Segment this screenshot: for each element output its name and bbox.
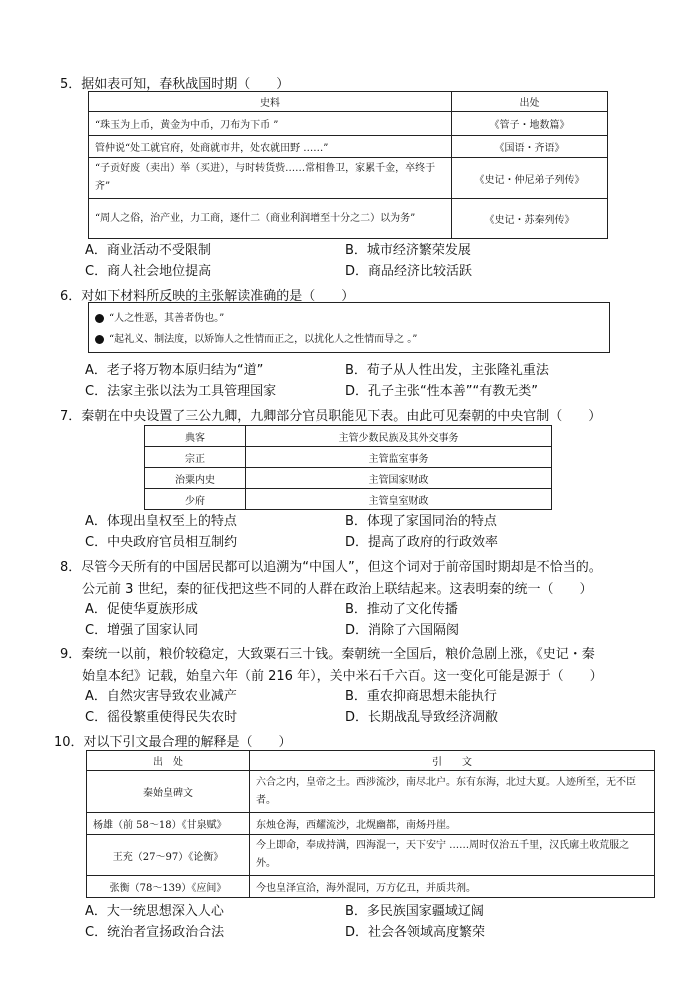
q5-header-source: 史料	[89, 92, 452, 112]
q7-row2-office: 宗正	[145, 447, 246, 468]
q7-row4-office: 少府	[145, 489, 246, 510]
q6-quote-1: “人之性恶，其善者伪也。”	[109, 313, 225, 324]
q10-header-source: 出 处	[87, 751, 250, 771]
q7-row3-office: 治粟内史	[145, 468, 246, 489]
q7-option-a[interactable]: A．体现出皇权至上的特点	[85, 514, 237, 529]
q7-row4-duty: 主管皇室财政	[246, 489, 552, 510]
q8-option-d[interactable]: D．消除了六国隔阂	[345, 623, 460, 638]
q5-row3-origin: 《史记・仲尼弟子列传》	[452, 158, 608, 199]
q5-option-c[interactable]: C．商人社会地位提高	[85, 264, 212, 279]
q10-row1-source: 秦始皇碑文	[87, 771, 250, 813]
q10-row3-source: 王充（27～97）《论衡》	[87, 835, 250, 876]
q9-line2: 始皇本纪》记载，始皇六年（前 216 年），关中米石千六百。这一变化可能是源于（ ）	[82, 669, 603, 684]
q5-option-d[interactable]: D．商品经济比较活跃	[345, 264, 473, 279]
q8-option-a[interactable]: A．促使华夏族形成	[85, 602, 198, 617]
bullet-icon	[95, 314, 104, 323]
q10-row4-quote: 今也皇泽宣洽，海外混同，万方亿丑，并质共剂。	[250, 876, 655, 898]
q7-table	[144, 425, 552, 510]
q10-option-d[interactable]: D．社会各领域高度繁荣	[345, 925, 486, 940]
q6-stem: 6．对如下材料所反映的主张解读准确的是（ ）	[60, 289, 355, 304]
q5-table	[88, 91, 608, 239]
q9-option-a[interactable]: A．自然灾害导致农业减产	[85, 689, 237, 704]
q5-options	[85, 240, 625, 282]
q7-row1-office: 典客	[145, 426, 246, 447]
q7-row3-duty: 主管国家财政	[246, 468, 552, 489]
q5-stem: 5．据如表可知，春秋战国时期（ ）	[60, 77, 290, 92]
q8-line1: 8．尽管今天所有的中国居民都可以追溯为“中国人”，但这个词对于前帝国时期却是不恰当的。	[60, 560, 602, 575]
q5-row4-text: “周人之俗，治产业，力工商，逐什二（商业利润增至十分之二）以为务”	[89, 199, 452, 239]
q9-option-d[interactable]: D．长期战乱导致经济凋敝	[345, 710, 499, 725]
q9-line1: 9．秦统一以前，粮价较稳定，大致粟石三十钱。秦朝统一全国后，粮价急剧上涨，《史记・秦	[60, 647, 595, 662]
q10-stem: 10．对以下引文最合理的解释是（ ）	[54, 735, 292, 750]
q5-row3-text: “子贡好废（卖出）举（买进），与时转货赀……常相鲁卫，家累千金，卒终于齐”	[89, 158, 452, 199]
q6-quote-2: “起礼义、制法度，以矫饰人之性情而正之，以扰化人之性情而导之 。”	[109, 334, 418, 345]
q7-options	[85, 511, 625, 553]
q6-option-c[interactable]: C．法家主张以法为工具管理国家	[85, 384, 277, 399]
q8-option-c[interactable]: C．增强了国家认同	[85, 623, 199, 638]
q8-line2: 公元前 3 世纪，秦的征伐把这些不同的人群在政治上联结起来。这表明秦的统一（ ）	[82, 582, 593, 597]
q5-row2-text: 管仲说“处工就官府，处商就市井，处农就田野 ……”	[89, 136, 452, 158]
q10-row3-quote: 今上即命，奉成持满，四海混一，天下安宁 ……周时仅治五千里，汉氏廓土收荒服之外。	[250, 835, 655, 876]
q10-row2-source: 杨雄（前 58～18）《甘泉赋》	[87, 813, 250, 835]
q10-table	[86, 750, 655, 898]
q10-option-c[interactable]: C．统治者宣扬政治合法	[85, 925, 225, 940]
q5-row4-origin: 《史记・苏秦列传》	[452, 199, 608, 239]
q7-row1-duty: 主管少数民族及其外交事务	[246, 426, 552, 447]
q10-row1-quote: 六合之内，皇帝之土。西涉流沙，南尽北户。东有东海，北过大夏。人迹所至，无不臣者。	[250, 771, 655, 813]
q10-header-quote: 引 文	[250, 751, 655, 771]
q7-option-b[interactable]: B．体现了家国同治的特点	[345, 514, 497, 529]
q7-option-d[interactable]: D．提高了政府的行政效率	[345, 535, 499, 550]
q5-option-b[interactable]: B．城市经济繁荣发展	[345, 243, 471, 258]
q5-option-a[interactable]: A．商业活动不受限制	[85, 243, 211, 258]
q8-option-b[interactable]: B．推动了文化传播	[345, 602, 458, 617]
q9-options	[85, 686, 625, 728]
q10-option-b[interactable]: B．多民族国家疆域辽阔	[345, 904, 484, 919]
q6-quote-box	[88, 302, 610, 353]
q8-options	[85, 599, 625, 641]
q7-option-c[interactable]: C．中央政府官员相互制约	[85, 535, 238, 550]
q10-row2-quote: 东烛仓海，西耀流沙，北熀幽都，南炀丹崖。	[250, 813, 655, 835]
q9-option-c[interactable]: C．徭役繁重使得民失农时	[85, 710, 238, 725]
q5-header-origin: 出处	[452, 92, 608, 112]
bullet-icon	[95, 335, 104, 344]
q10-option-a[interactable]: A．大一统思想深入人心	[85, 904, 224, 919]
q10-options	[85, 901, 625, 943]
q6-option-d[interactable]: D．孔子主张“性本善”“有教无类”	[345, 384, 538, 399]
q6-option-a[interactable]: A．老子将万物本原归结为“道”	[85, 363, 264, 378]
q7-row2-duty: 主管监室事务	[246, 447, 552, 468]
q10-row4-source: 张衡（78～139）《应间》	[87, 876, 250, 898]
q9-option-b[interactable]: B．重农抑商思想未能执行	[345, 689, 497, 704]
q7-stem: 7．秦朝在中央设置了三公九卿，九卿部分官员职能见下表。由此可见秦朝的中央官制（ ）	[60, 409, 602, 424]
q6-option-b[interactable]: B．荀子从人性出发，主张隆礼重法	[345, 363, 549, 378]
q6-options	[85, 360, 625, 402]
q5-row1-text: “珠玉为上币，黄金为中币，刀布为下币 ”	[89, 112, 452, 136]
q5-row2-origin: 《国语・齐语》	[452, 136, 608, 158]
q5-row1-origin: 《管子・地数篇》	[452, 112, 608, 136]
